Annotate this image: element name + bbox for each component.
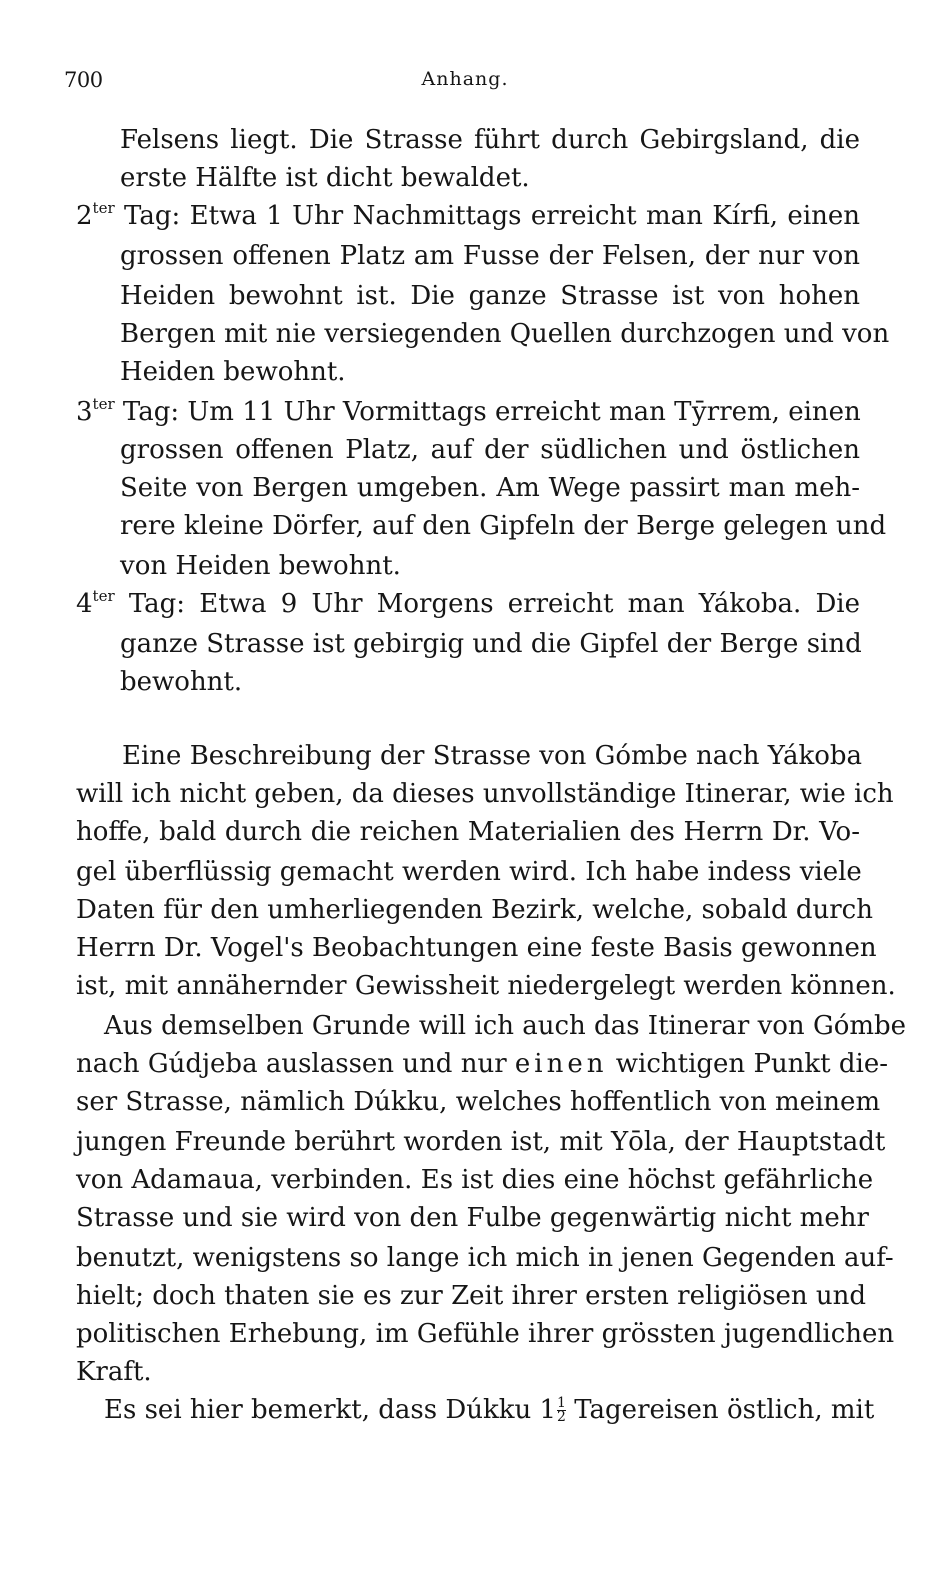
text-line: Felsens liegt. Die Strasse führt durch Gebirgsland, die (120, 125, 860, 155)
text-line: erste Hälfte ist dicht bewaldet. (120, 163, 530, 193)
text-line: hoffe, bald durch die reichen Materialien des Herrn Dr. Vo- (76, 817, 860, 847)
text-line: grossen offenen Platz am Fusse der Felsen, der nur von (120, 241, 860, 271)
text-line: ser Strasse, nämlich Dúkku, welches hoffentlich von meinem (76, 1087, 881, 1117)
page-number: 700 (64, 68, 103, 92)
page-header (64, 68, 866, 100)
text-line: Herrn Dr. Vogel's Beobachtungen eine feste Basis gewonnen (76, 933, 877, 963)
text-line: rere kleine Dörfer, auf den Gipfeln der Berge gelegen und (120, 511, 887, 541)
text-line: benutzt, wenigstens so lange ich mich in jenen Gegenden auf- (76, 1243, 894, 1273)
text-line: von Heiden bewohnt. (120, 551, 401, 581)
text-line: Daten für den umherliegenden Bezirk, welche, sobald durch (76, 895, 873, 925)
text-line: ist, mit annähernder Gewissheit niedergelegt werden können. (76, 971, 896, 1001)
running-head: Anhang. (421, 68, 509, 90)
text-line: Kraft. (76, 1357, 152, 1387)
day-label: $3^{ter}$ Tag: (76, 395, 180, 427)
text-line: nach Gúdjeba auslassen und nur einen wichtigen Punkt die- (76, 1049, 889, 1079)
itinerary-day-4 (76, 584, 861, 624)
text-line: Bergen mit nie versiegenden Quellen durchzogen und von (120, 319, 890, 349)
text-line: will ich nicht geben, da dieses unvollständige Itinerar, wie ich (76, 779, 894, 809)
day-text: Um 11 Uhr Vormittags erreicht man Tӯrrem, einen (187, 397, 861, 427)
text-line: bewohnt. (120, 667, 243, 697)
text-line: Heiden bewohnt ist. Die ganze Strasse ist von hohen (120, 281, 860, 311)
text-line: ganze Strasse ist gebirgig und die Gipfel der Berge sind (120, 629, 862, 659)
text-line: von Adamaua, verbinden. Es ist dies eine höchst gefährliche (76, 1165, 874, 1195)
text-line: Heiden bewohnt. (120, 357, 346, 387)
day-text: Etwa 9 Uhr Morgens erreicht man Yákoba. Die (199, 589, 861, 619)
spaced-emphasis: einen (514, 1049, 608, 1079)
itinerary-day-3 (76, 392, 861, 432)
text-line: hielt; doch thaten sie es zur Zeit ihrer ersten religiösen und (76, 1281, 867, 1311)
text-line: jungen Freunde berührt worden ist, mit Yōla, der Hauptstadt (76, 1127, 886, 1157)
text-line: Strasse und sie wird von den Fulbe gegenwärtig nicht mehr (76, 1203, 869, 1233)
text-line: gel überflüssig gemacht werden wird. Ich habe indess viele (76, 857, 862, 887)
day-label: $4^{ter}$ Tag: (76, 587, 186, 619)
text-line: grossen offenen Platz, auf der südlichen und östlichen (120, 435, 860, 465)
day-text: Etwa 1 Uhr Nachmittags erreicht man Kírfi, einen (189, 201, 861, 231)
text-line: Seite von Bergen umgeben. Am Wege passirt man meh- (120, 473, 860, 503)
day-label: $2^{ter}$ Tag: (76, 199, 181, 231)
paragraph-start: Aus demselben Grunde will ich auch das Itinerar von Gómbe (104, 1011, 907, 1041)
text-line: politischen Erhebung, im Gefühle ihrer grössten jugendlichen (76, 1319, 895, 1349)
fraction-one-half: $\frac{1}{2}$ (557, 1395, 566, 1425)
itinerary-day-2 (76, 196, 861, 236)
paragraph-start: Eine Beschreibung der Strasse von Gómbe nach Yákoba (122, 741, 862, 771)
paragraph-start: Es sei hier bemerkt, dass Dúkku 1 $\frac{1}{2}$ Tagereisen östlich, mit (104, 1395, 875, 1425)
